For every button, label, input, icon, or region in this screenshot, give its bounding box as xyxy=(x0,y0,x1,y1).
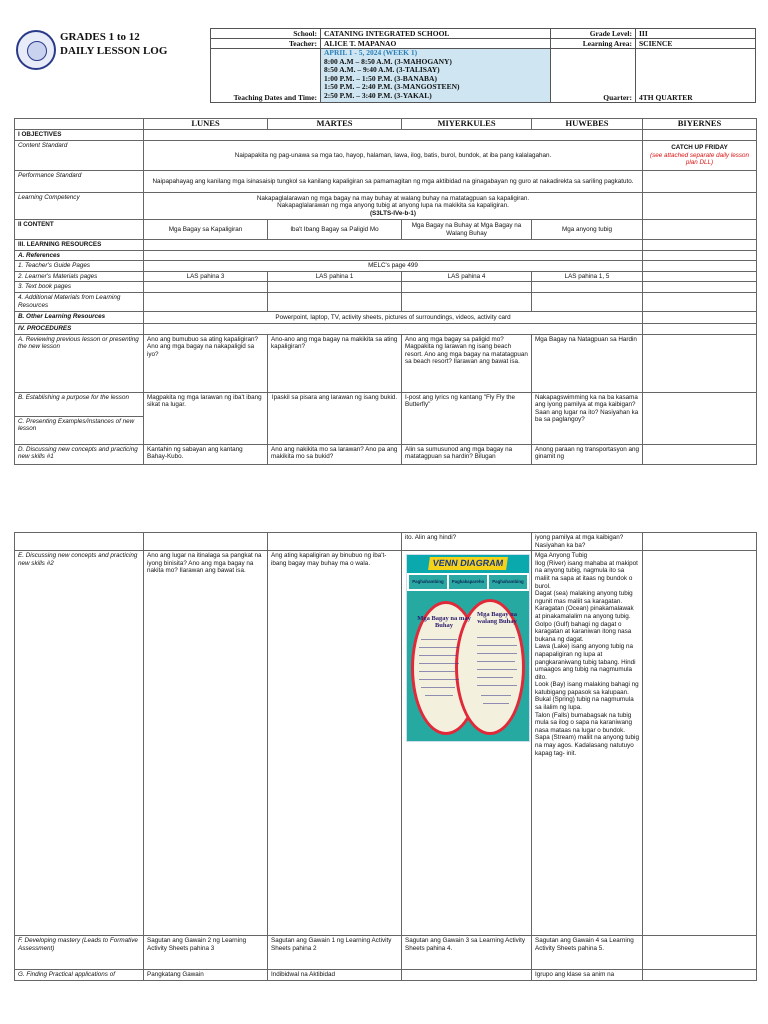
e-huwebes-line: kapag tag- init. xyxy=(535,749,577,757)
teacher-value: ALICE T. MAPANAO xyxy=(321,39,551,49)
objectives-blank-fri xyxy=(643,130,757,141)
content-huwebes: Mga anyong tubig xyxy=(532,220,643,240)
performance-blank-fri xyxy=(643,171,757,193)
venn-text-line xyxy=(421,687,455,688)
deped-seal-icon xyxy=(16,30,56,70)
lm-miyerkules: LAS pahina 4 xyxy=(402,271,532,282)
procedures-blank-fri xyxy=(643,323,757,334)
e-huwebes-line: Dagat (sea) malaking anyong tubig ngunit mas maliit sa karagatan. xyxy=(535,590,633,605)
e-huwebes-line: Mga Anyong Tubig xyxy=(535,552,588,560)
content-blank-fri xyxy=(643,220,757,240)
week-text: APRIL 1 - 5, 2024 (WEEK 1) xyxy=(324,48,418,57)
cont-huwebes: iyong pamilya at mga kaibigan? Nasiyahan ka ba? xyxy=(532,533,643,551)
proc-c-label: C. Presenting Examples/instances of new lesson xyxy=(15,416,144,444)
venn-tabs xyxy=(409,575,527,589)
venn-left-label: Mga Bagay na may Buhay xyxy=(417,615,471,630)
e-huwebes-line: Bukal (Spring) tubig na nagmumula sa ilalim ng lupa. xyxy=(535,696,634,712)
proc-d-martes: Ano ang nakikita mo sa larawan? Ano pa ang makikita mo sa bukid? xyxy=(268,444,402,464)
tg-value: MELC's page 499 xyxy=(144,261,643,272)
venn-text-line xyxy=(419,679,459,680)
proc-f-label: F. Developing mastery (Leads to Formative Assessment) xyxy=(15,936,144,970)
proc-g-miyerkules xyxy=(402,970,532,981)
resources-heading: III. LEARNING RESOURCES xyxy=(15,240,144,251)
content-standard-label: Content Standard xyxy=(15,141,144,171)
e-huwebes-line: maliit na sapa at itaas ng bundok o burol. xyxy=(535,574,633,590)
venn-text-line xyxy=(477,661,515,662)
page-one xyxy=(0,0,768,500)
header-info-table xyxy=(210,28,756,103)
dates-label: Teaching Dates and Time: xyxy=(211,49,321,103)
venn-body xyxy=(407,591,529,741)
e-huwebes-line: bukana ng dagat. xyxy=(535,635,584,643)
proc-bc-lunes: Magpakita ng mga larawan ng iba't ibang sikat na lugar. xyxy=(144,392,268,444)
proc-f-martes: Sagutan ang Gawain 1 ng Learning Activity Sheets pahina 2 xyxy=(268,936,402,970)
page-gap xyxy=(0,500,768,532)
content-miyerkules: Mga Bagay na Buhay at Mga Bagay na Walang Buhay xyxy=(402,220,532,240)
school-value: CATANING INTEGRATED SCHOOL xyxy=(321,29,551,39)
proc-e-martes: Ang ating kapaligiran ay binubuo ng iba't-ibang bagay may buhay ma o wala. xyxy=(268,551,402,936)
e-huwebes-line: pangkaraniwang tubig tabang. Hindi umaagos ang tubig na nagmumula xyxy=(535,658,636,674)
area-label: Learning Area: xyxy=(551,39,636,49)
resources-blank xyxy=(144,240,643,251)
schedule-4: 1:50 P.M. – 2:40 P.M. (3-MANGOSTEEN) xyxy=(324,82,460,92)
day-lunes: LUNES xyxy=(144,119,268,130)
title-line-1: GRADES 1 to 12 xyxy=(60,31,140,43)
grade-value: III xyxy=(636,29,756,39)
venn-text-line xyxy=(477,677,513,678)
schedule-3: 1:00 P.M. – 1:50 P.M. (3-BANABA) xyxy=(324,73,437,83)
cont-miyerkules: ito. Alin ang hindi? xyxy=(402,533,532,551)
lm-huwebes: LAS pahina 1, 5 xyxy=(532,271,643,282)
proc-e-lunes: Ano ang lugar na itinalaga sa pangkat na iyong binisita? Ano ang mga bagay na nakita mo? Ilarawan ang bawat isa. xyxy=(144,551,268,936)
performance-standard: Naipapahayag ang kanilang mga isinasaisip tungkol sa kanilang kapaligiran sa pamamagitan ng mga aktibidad na ginagabayan ng guro at nakadirekta sa sariling pagkatuto. xyxy=(144,171,643,193)
other-resources: Powerpoint, laptop, TV, activity sheets, pictures of surroundings, videos, activity card xyxy=(144,311,643,323)
area-value: SCIENCE xyxy=(636,39,756,49)
lesson-log-table xyxy=(14,118,757,465)
day-miyerkules: MIYERKULES xyxy=(402,119,532,130)
page-two xyxy=(0,532,768,1024)
procedures-blank xyxy=(144,323,643,334)
other-blank-fri xyxy=(643,311,757,323)
corner-cell xyxy=(15,119,144,130)
proc-a-lunes: Ano ang bumubuo sa ating kapaligiran? Ano ang mga bagay na nakapaligid sa iyo? xyxy=(144,334,268,392)
day-header-row xyxy=(15,119,757,130)
dll-header xyxy=(14,28,756,108)
venn-tab-3: Paghahambing xyxy=(489,575,527,589)
tb-1 xyxy=(144,282,268,293)
proc-a-huwebes: Mga Bagay na Natagpuan sa Hardin xyxy=(532,334,643,392)
quarter-value: 4TH QUARTER xyxy=(636,49,756,103)
e-huwebes-line: Sapa (Stream) maliit na anyong tubig na may agos. Kadalasang natutuyo xyxy=(535,734,639,750)
proc-f-huwebes: Sagutan ang Gawain 4 sa Learning Activity Sheets pahina 5. xyxy=(532,936,643,970)
day-biyernes: BIYERNES xyxy=(643,119,757,130)
e-huwebes-line: Lawa (Lake) isang anyong tubig na napapaligiran ng lupa at xyxy=(535,643,634,658)
proc-bc-fri xyxy=(643,392,757,444)
catch-up-note: (see attached separate daily lesson plan DLL) xyxy=(649,151,750,167)
venn-text-line xyxy=(425,695,453,696)
proc-e-huwebes xyxy=(532,551,643,936)
content-standard: Naipapakita ng pag-unawa sa mga tao, hayop, halaman, lawa, ilog, batis, burol, bundok, at iba pang kalalagahan. xyxy=(144,141,643,171)
title-line-2: DAILY LESSON LOG xyxy=(60,45,168,57)
venn-text-line xyxy=(419,655,457,656)
venn-text-line xyxy=(483,703,509,704)
am-4 xyxy=(532,292,643,311)
proc-d-label: D. Discussing new concepts and practicing new skills #1 xyxy=(15,444,144,464)
tg-blank-fri xyxy=(643,261,757,272)
content-lunes: Mga Bagay sa Kapaligiran xyxy=(144,220,268,240)
textbook-label: 3. Text book pages xyxy=(15,282,144,293)
venn-text-line xyxy=(477,653,517,654)
e-huwebes-line: Golpo (Gulf) bahagi ng dagat o karagatan at karaniwan itong nasa xyxy=(535,620,632,636)
cont-fri xyxy=(643,533,757,551)
venn-text-line xyxy=(477,637,515,638)
objectives-heading: I OBJECTIVES xyxy=(15,130,144,141)
resources-blank-fri xyxy=(643,240,757,251)
am-1 xyxy=(144,292,268,311)
e-huwebes-line: Talon (Falls) bumabagsak na tubig mula sa ilog o sapa na karaniwang xyxy=(535,711,632,727)
proc-bc-miyerkules: I-post ang lyrics ng kantang "Fly Fly the Butterfly" xyxy=(402,392,532,444)
venn-tab-2: Pagkakapareho xyxy=(449,575,487,589)
competency-label: Learning Competency xyxy=(15,193,144,220)
cont-lunes xyxy=(144,533,268,551)
e-huwebes-line: Look (Bay) isang malaking bahagi ng katubigang papasok sa kalupaan. xyxy=(535,681,639,696)
competency-line-2: Nakapaglalarawan ng mga anyong tubig at anyong lupa na makikita sa kapaligiran. xyxy=(277,202,509,210)
e-huwebes-line: Ilog (River) isang mahaba at makipot na anyong tubig, nagmula ito sa xyxy=(535,559,638,575)
proc-g-fri xyxy=(643,970,757,981)
competency-line-1: Nakapaglalarawan ng mga bagay na may buhay at walang buhay na matatagpuan sa kapaligiran. xyxy=(256,194,530,202)
proc-d-fri xyxy=(643,444,757,464)
competency-code: (S3LTS-IVe-b-1) xyxy=(369,209,417,217)
lm-martes: LAS pahina 1 xyxy=(268,271,402,282)
schedule-1: 8:00 A.M – 8:50 A.M. (3-MAHOGANY) xyxy=(324,56,452,66)
e-huwebes-line: dito. xyxy=(535,673,547,681)
day-huwebes: HUWEBES xyxy=(532,119,643,130)
lm-label: 2. Learner's Materials pages xyxy=(15,271,144,282)
additional-label: 4. Additional Materials from Learning Resources xyxy=(15,292,144,311)
procedures-heading: IV. PROCEDURES xyxy=(15,323,144,334)
schedule-5: 2:50 P.M. – 3:40 P.M. (3-YAKAL) xyxy=(324,90,432,100)
venn-right-label: Mga Bagay na walang Buhay xyxy=(476,611,518,626)
am-2 xyxy=(268,292,402,311)
tb-3 xyxy=(402,282,532,293)
proc-g-label: G. Finding Practical applications of xyxy=(15,970,144,981)
proc-g-martes: Indibidwal na Aktibidad xyxy=(268,970,402,981)
proc-f-fri xyxy=(643,936,757,970)
proc-a-miyerkules: Ano ang mga bagay sa paligid mo? Magpakita ng larawan ng isang beach resort. Ano ang mga bagay na matatagpuan sa beach resort? Ilarawan ang bawat isa. xyxy=(402,334,532,392)
am-5 xyxy=(643,292,757,311)
tg-label: 1. Teacher's Guide Pages xyxy=(15,261,144,272)
e-huwebes-line: nasa mataas na lugar o bundok. xyxy=(535,726,625,734)
lesson-log-table-continued xyxy=(14,532,757,981)
venn-text-line xyxy=(477,669,517,670)
teaching-dates xyxy=(321,49,551,103)
proc-e-label: E. Discussing new concepts and practicing new skills #2 xyxy=(15,551,144,936)
teacher-label: Teacher: xyxy=(211,39,321,49)
competency-blank-fri xyxy=(643,193,757,220)
am-3 xyxy=(402,292,532,311)
venn-text-line xyxy=(477,685,517,686)
content-martes: Iba't Ibang Bagay sa Paligid Mo xyxy=(268,220,402,240)
lm-blank-fri xyxy=(643,271,757,282)
proc-a-martes: Ano-ano ang mga bagay na makikita sa ating kapaligiran? xyxy=(268,334,402,392)
learning-competency xyxy=(144,193,643,220)
references-blank xyxy=(144,250,643,261)
references-label: A. References xyxy=(15,250,144,261)
cont-label xyxy=(15,533,144,551)
proc-g-huwebes: Igrupo ang klase sa anim na xyxy=(532,970,643,981)
schedule-2: 8:50 A.M. – 9:40 A.M. (3-TALISAY) xyxy=(324,65,440,75)
lm-lunes: LAS pahina 3 xyxy=(144,271,268,282)
venn-text-line xyxy=(477,645,517,646)
venn-tab-1: Paghahambing xyxy=(409,575,447,589)
tb-4 xyxy=(532,282,643,293)
day-martes: MARTES xyxy=(268,119,402,130)
proc-b-label: B. Establishing a purpose for the lesson xyxy=(15,392,144,416)
venn-diagram-image xyxy=(406,554,530,742)
proc-e-fri xyxy=(643,551,757,936)
references-blank-fri xyxy=(643,250,757,261)
e-huwebes-line: Karagatan (Ocean) pinakamalawak at pinakamalalim na anyong tubig. xyxy=(535,605,634,620)
proc-bc-martes: Ipaskil sa pisara ang larawan ng isang bukid. xyxy=(268,392,402,444)
venn-title: VENN DIAGRAM xyxy=(428,557,508,570)
catch-up-title: CATCH UP FRIDAY xyxy=(671,144,728,152)
performance-standard-label: Performance Standard xyxy=(15,171,144,193)
proc-a-label: A. Reviewing previous lesson or presenting the new lesson xyxy=(15,334,144,392)
venn-text-line xyxy=(419,647,459,648)
document-title xyxy=(60,30,167,58)
venn-text-line xyxy=(421,639,457,640)
grade-label: Grade Level: xyxy=(551,29,636,39)
proc-g-lunes: Pangkatang Gawain xyxy=(144,970,268,981)
tb-5 xyxy=(643,282,757,293)
tb-2 xyxy=(268,282,402,293)
cont-martes xyxy=(268,533,402,551)
content-heading: II CONTENT xyxy=(15,220,144,240)
venn-text-line xyxy=(419,671,455,672)
quarter-label: Quarter: xyxy=(551,49,636,103)
proc-d-huwebes: Anong paraan ng transportasyon ang ginamit ng xyxy=(532,444,643,464)
proc-d-miyerkules: Alin sa sumusunod ang mga bagay na matatagpuan sa hardin? Bilugan xyxy=(402,444,532,464)
proc-f-lunes: Sagutan ang Gawain 2 ng Learning Activity Sheets pahina 3 xyxy=(144,936,268,970)
other-resources-label: B. Other Learning Resources xyxy=(15,311,144,323)
proc-a-fri xyxy=(643,334,757,392)
proc-f-miyerkules: Sagutan ang Gawain 3 sa Learning Activity Sheets pahina 4. xyxy=(402,936,532,970)
proc-d-lunes: Kantahin ng sabayan ang kantang Bahay-Kubo. xyxy=(144,444,268,464)
catch-up-friday xyxy=(643,141,757,171)
proc-bc-huwebes: Nakapagswimming ka na ba kasama ang iyong pamilya at mga kaibigan? Saan ang lugar na ito? Nasiyahan ka ba sa paglangoy? xyxy=(532,392,643,444)
proc-e-miyerkules xyxy=(402,551,532,936)
venn-text-line xyxy=(419,663,459,664)
venn-text-line xyxy=(481,695,511,696)
school-label: School: xyxy=(211,29,321,39)
objectives-blank xyxy=(144,130,643,141)
